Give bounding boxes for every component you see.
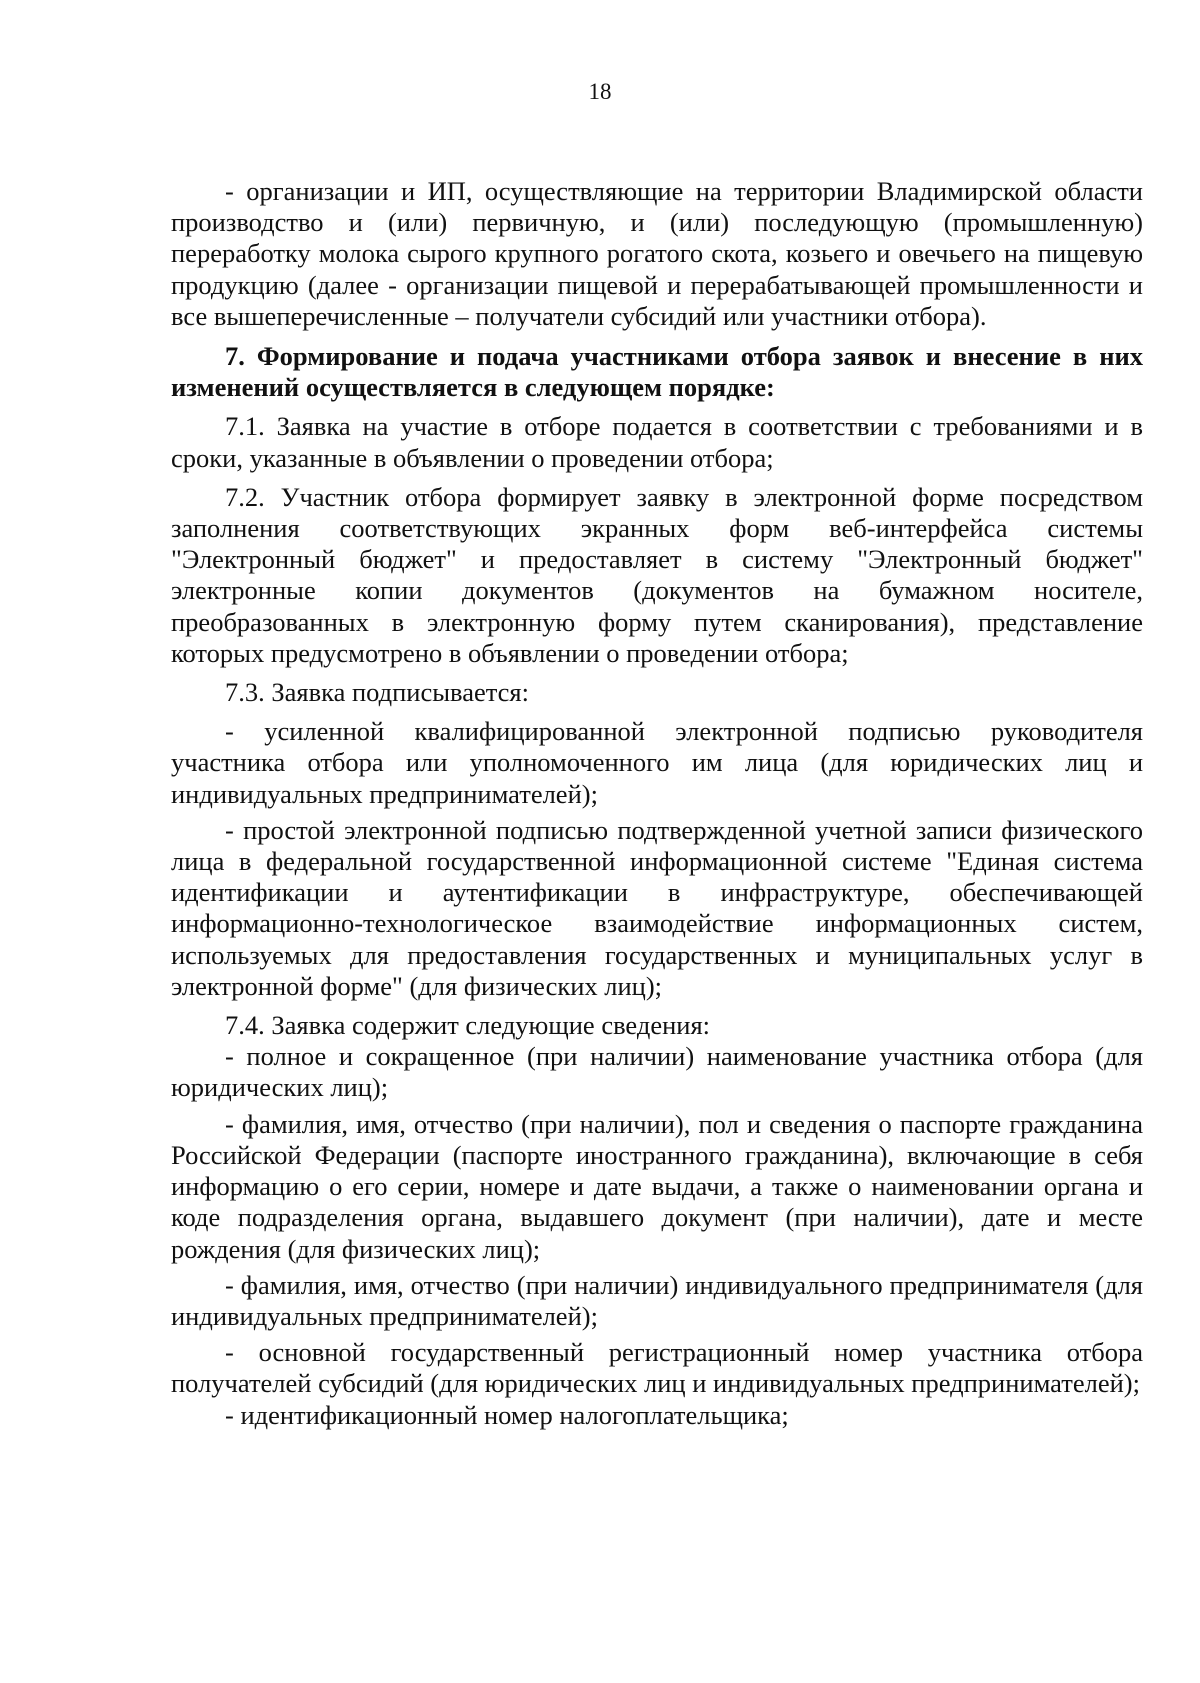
clause-7-4: 7.4. Заявка содержит следующие сведения: (225, 1010, 711, 1041)
list-item-passport-details: - фамилия, имя, отчество (при наличии), пол и сведения о паспорте гражданина Российской Федерации (паспорте иностранного гражданина), включающие в себя информацию о его серии, номере и дате выдачи, а также о наименовании органа и коде подразделения органа, выдавшего документ (при наличии), дате и месте рождения (для физических лиц); (171, 1108, 1143, 1264)
paragraph-recipients: - организации и ИП, осуществляющие на территории Владимирской области производство и (или) первичную, и (или) последующую (промышленную) переработку молока сырого крупного рогатого скота, козьего и овечьего на пищевую продукцию (далее - организации пищевой и перерабатывающей промышленности и все вышеперечисленные – получатели субсидий или участники отбора). (171, 176, 1143, 331)
page-number: 18 (588, 79, 612, 104)
clause-7-3: 7.3. Заявка подписывается: (225, 677, 529, 708)
section-heading-7: 7. Формирование и подача участниками отбора заявок и внесение в них изменений осуществляется в следующем порядке: (171, 341, 1143, 403)
list-item-full-name: - полное и сокращенное (при наличии) наименование участника отбора (для юридических лиц); (171, 1041, 1143, 1103)
list-item-entrepreneur-name: - фамилия, имя, отчество (при наличии) индивидуального предпринимателя (для индивидуальных предпринимателей); (171, 1269, 1143, 1331)
list-item-ogrn: - основной государственный регистрационный номер участника отбора получателей субсидий (для юридических лиц и индивидуальных предпринимателей); (171, 1337, 1143, 1399)
clause-7-1: 7.1. Заявка на участие в отборе подается в соответствии с требованиями и в сроки, указанные в объявлении о проведении отбора; (171, 411, 1143, 473)
list-item-qualified-signature: - усиленной квалифицированной электронной подписью руководителя участника отбора или уполномоченного им лица (для юридических лиц и индивидуальных предпринимателей); (171, 716, 1143, 809)
list-item-inn: - идентификационный номер налогоплательщика; (225, 1399, 789, 1430)
clause-7-2: 7.2. Участник отбора формирует заявку в электронной форме посредством заполнения соответствующих экранных форм веб-интерфейса системы "Электронный бюджет" и предоставляет в систему "Электронный бюджет" электронные копии документов (документов на бумажном носителе, преобразованных в электронную форму путем сканирования), представление которых предусмотрено в объявлении о проведении отбора; (171, 481, 1143, 668)
document-body (171, 176, 1143, 1431)
list-item-simple-signature: - простой электронной подписью подтвержденной учетной записи физического лица в федеральной государственной информационной системе "Единая система идентификации и аутентификации в инфраструктуре, обеспечивающей информационно-технологическое взаимодействие информационных систем, используемых для предоставления государственных и муниципальных услуг в электронной форме" (для физических лиц); (171, 814, 1143, 1001)
